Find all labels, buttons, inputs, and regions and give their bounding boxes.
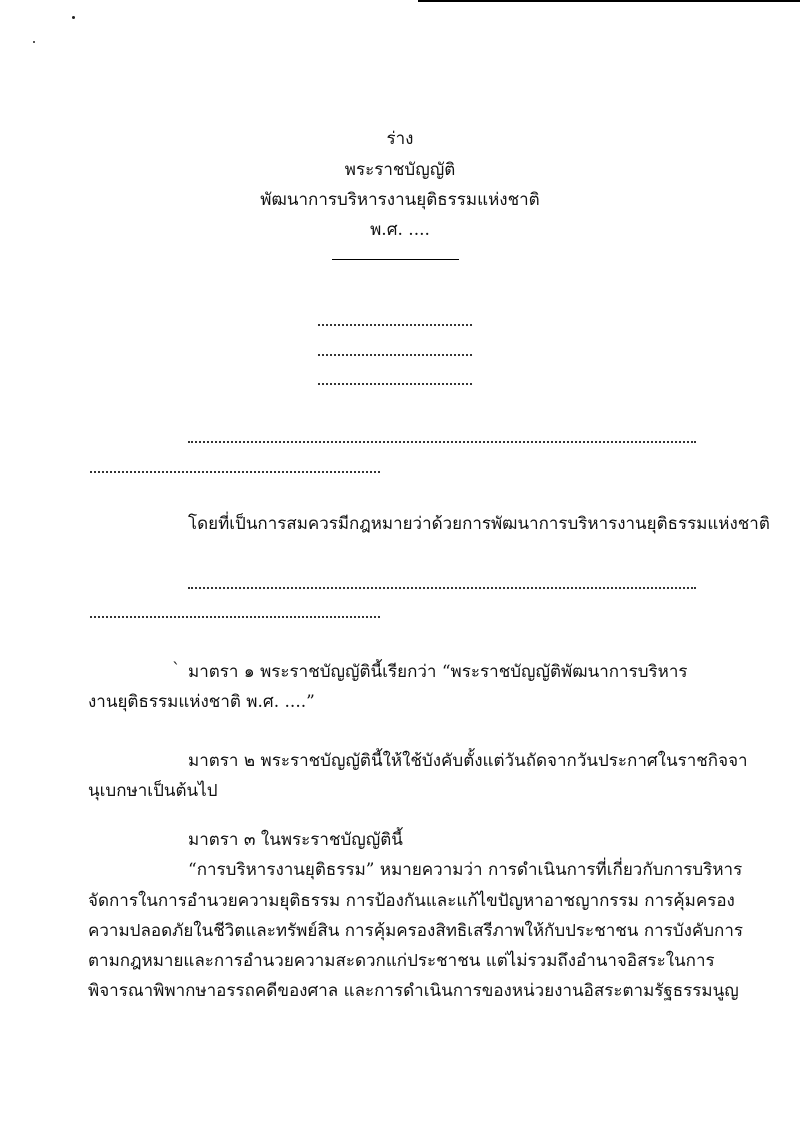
section-3-heading: มาตรา ๓ ในพระราชบัญญัตินี้ — [188, 830, 403, 850]
section-1-line: งานยุติธรรมแห่งชาติ พ.ศ. ....” — [88, 692, 315, 712]
placeholder-dots — [90, 457, 380, 473]
section-3-definition-line: ความปลอดภัยในชีวิตและทรัพย์สิน การคุ้มครองสิทธิเสรีภาพให้กับประชาชน การบังคับการ — [88, 921, 744, 941]
section-2-line: นุเบกษาเป็นต้นไป — [88, 781, 218, 801]
placeholder-dots — [318, 340, 472, 356]
section-1-tick: ` — [172, 660, 181, 680]
act-label: พระราชบัญญัติ — [344, 160, 456, 180]
placeholder-dots — [318, 310, 472, 326]
section-3-definition-line: “การบริหารงานยุติธรรม” หมายความว่า การดำเนินการที่เกี่ยวกับการบริหาร — [188, 860, 743, 880]
scan-speck — [33, 41, 35, 43]
section-3-definition-line: พิจารณาพิพากษาอรรถคดีของศาล และการดำเนินการของหน่วยงานอิสระตามรัฐธรรมนูญ — [88, 981, 739, 1001]
section-3-definition-line: ตามกฎหมายและการอำนวยความสะดวกแก่ประชาชน แต่ไม่รวมถึงอำนาจอิสระในการ — [88, 951, 715, 971]
scan-border-line — [418, 0, 800, 2]
year-line: พ.ศ. .... — [370, 220, 430, 240]
placeholder-dots — [188, 573, 696, 589]
act-title: พัฒนาการบริหารงานยุติธรรมแห่งชาติ — [260, 190, 540, 210]
placeholder-dots — [188, 427, 696, 443]
scan-speck — [72, 16, 75, 19]
preamble-reason: โดยที่เป็นการสมควรมีกฎหมายว่าด้วยการพัฒนาการบริหารงานยุติธรรมแห่งชาติ — [188, 514, 770, 534]
section-1-line: มาตรา ๑ พระราชบัญญัตินี้เรียกว่า “พระราชบัญญัติพัฒนาการบริหาร — [188, 662, 688, 682]
draft-label: ร่าง — [386, 129, 414, 149]
placeholder-dots — [318, 369, 472, 385]
placeholder-dots — [90, 602, 380, 618]
title-divider — [332, 259, 459, 260]
section-2-line: มาตรา ๒ พระราชบัญญัตินี้ให้ใช้บังคับตั้งแต่วันถัดจากวันประกาศในราชกิจจา — [188, 751, 748, 771]
section-3-definition-line: จัดการในการอำนวยความยุติธรรม การป้องกันและแก้ไขปัญหาอาชญากรรม การคุ้มครอง — [88, 891, 735, 911]
